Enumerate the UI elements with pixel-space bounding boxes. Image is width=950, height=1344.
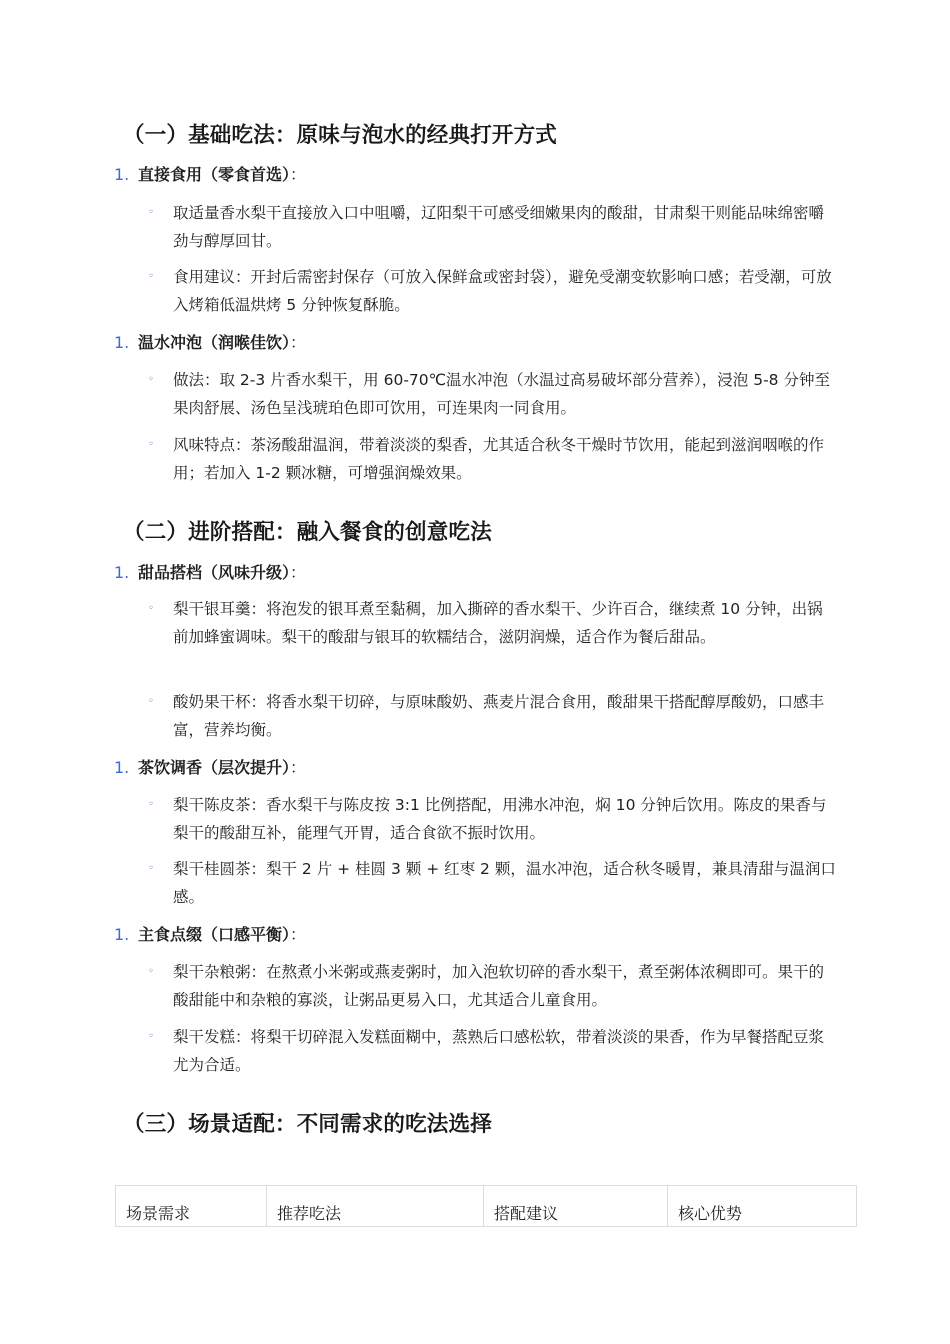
table-header-row bbox=[116, 1186, 857, 1227]
bullet-text: 梨干银耳羹：将泡发的银耳煮至黏稠，加入撕碎的香水梨干、少许百合，继续煮 10 分钟，出锅前加蜂蜜调味。梨干的酸甜与银耳的软糯结合，滋阴润燥，适合作为餐后甜品。 bbox=[173, 600, 823, 646]
section-title-advanced: （二）进阶搭配：融入餐食的创意吃法 bbox=[123, 520, 492, 545]
list-item-heading: 温水冲泡（润喉佳饮） bbox=[138, 333, 291, 352]
list-item-colon: ： bbox=[290, 333, 307, 352]
bullet-dot-icon: ◦ bbox=[148, 374, 154, 385]
bullet-dot-icon: ◦ bbox=[148, 799, 154, 810]
list-number: 1. bbox=[114, 758, 130, 777]
table-header-cell: 核心优势 bbox=[668, 1186, 857, 1227]
list-item-heading: 甜品搭档（风味升级） bbox=[138, 563, 291, 582]
section-title-scenarios: （三）场景适配：不同需求的吃法选择 bbox=[123, 1112, 492, 1137]
bullet-dot-icon: ◦ bbox=[148, 863, 154, 874]
list-item-dessert bbox=[114, 562, 306, 584]
bullet-text: 食用建议：开封后需密封保存（可放入保鲜盒或密封袋），避免受潮变软影响口感；若受潮，可放入烤箱低温烘烤 5 分钟恢复酥脆。 bbox=[173, 268, 832, 314]
bullet-dot-icon: ◦ bbox=[148, 1031, 154, 1042]
bullet-text: 做法：取 2-3 片香水梨干，用 60-70℃温水冲泡（水温过高易破坏部分营养），浸泡 5-8 分钟至果肉舒展、汤色呈浅琥珀色即可饮用，可连果肉一同食用。 bbox=[173, 371, 830, 417]
list-item-warm-water bbox=[114, 332, 306, 354]
bullet-text: 取适量香水梨干直接放入口中咀嚼，辽阳梨干可感受细嫩果肉的酸甜，甘肃梨干则能品味绵密嚼劲与醇厚回甘。 bbox=[173, 204, 825, 250]
list-number: 1. bbox=[114, 563, 130, 582]
bullet-dot-icon: ◦ bbox=[148, 696, 154, 707]
bullet-text: 风味特点：茶汤酸甜温润，带着淡淡的梨香，尤其适合秋冬干燥时节饮用，能起到滋润咽喉的作用；若加入 1-2 颗冰糖，可增强润燥效果。 bbox=[173, 436, 825, 482]
bullet-dot-icon: ◦ bbox=[148, 439, 154, 450]
list-item-heading: 茶饮调香（层次提升） bbox=[138, 758, 291, 777]
list-item-colon: ： bbox=[290, 758, 307, 777]
bullet-dot-icon: ◦ bbox=[148, 603, 154, 614]
table-header-cell: 推荐吃法 bbox=[267, 1186, 484, 1227]
list-item-heading: 直接食用（零食首选） bbox=[138, 165, 291, 184]
bullet-dot-icon: ◦ bbox=[148, 207, 154, 218]
bullet-text: 梨干发糕：将梨干切碎混入发糕面糊中，蒸熟后口感松软，带着淡淡的果香，作为早餐搭配豆浆尤为合适。 bbox=[173, 1028, 825, 1074]
bullet-dot-icon: ◦ bbox=[148, 966, 154, 977]
list-item-colon: ： bbox=[290, 925, 307, 944]
bullet-text: 梨干陈皮茶：香水梨干与陈皮按 3:1 比例搭配，用沸水冲泡，焖 10 分钟后饮用。陈皮的果香与梨干的酸甜互补，能理气开胃，适合食欲不振时饮用。 bbox=[173, 796, 827, 842]
list-number: 1. bbox=[114, 925, 130, 944]
bullet-text: 酸奶果干杯：将香水梨干切碎，与原味酸奶、燕麦片混合食用，酸甜果干搭配醇厚酸奶，口感丰富，营养均衡。 bbox=[173, 693, 825, 739]
list-number: 1. bbox=[114, 333, 130, 352]
bullet-text: 梨干杂粮粥：在熬煮小米粥或燕麦粥时，加入泡软切碎的香水梨干，煮至粥体浓稠即可。果干的酸甜能中和杂粮的寡淡，让粥品更易入口，尤其适合儿童食用。 bbox=[173, 963, 825, 1009]
list-item-colon: ： bbox=[290, 165, 307, 184]
bullet-text: 梨干桂圆茶：梨干 2 片 + 桂圆 3 颗 + 红枣 2 颗，温水冲泡，适合秋冬暖胃，兼具清甜与温润口感。 bbox=[173, 860, 836, 906]
list-item-tea bbox=[114, 757, 306, 779]
list-item-staple bbox=[114, 924, 306, 946]
section-title-basic: （一）基础吃法：原味与泡水的经典打开方式 bbox=[123, 123, 558, 148]
table-header-cell: 场景需求 bbox=[116, 1186, 267, 1227]
list-item-direct-eat bbox=[114, 164, 306, 186]
bullet-dot-icon: ◦ bbox=[148, 271, 154, 282]
list-item-heading: 主食点缀（口感平衡） bbox=[138, 925, 291, 944]
scenario-table bbox=[115, 1185, 857, 1227]
list-number: 1. bbox=[114, 165, 130, 184]
table-header-cell: 搭配建议 bbox=[484, 1186, 668, 1227]
list-item-colon: ： bbox=[290, 563, 307, 582]
